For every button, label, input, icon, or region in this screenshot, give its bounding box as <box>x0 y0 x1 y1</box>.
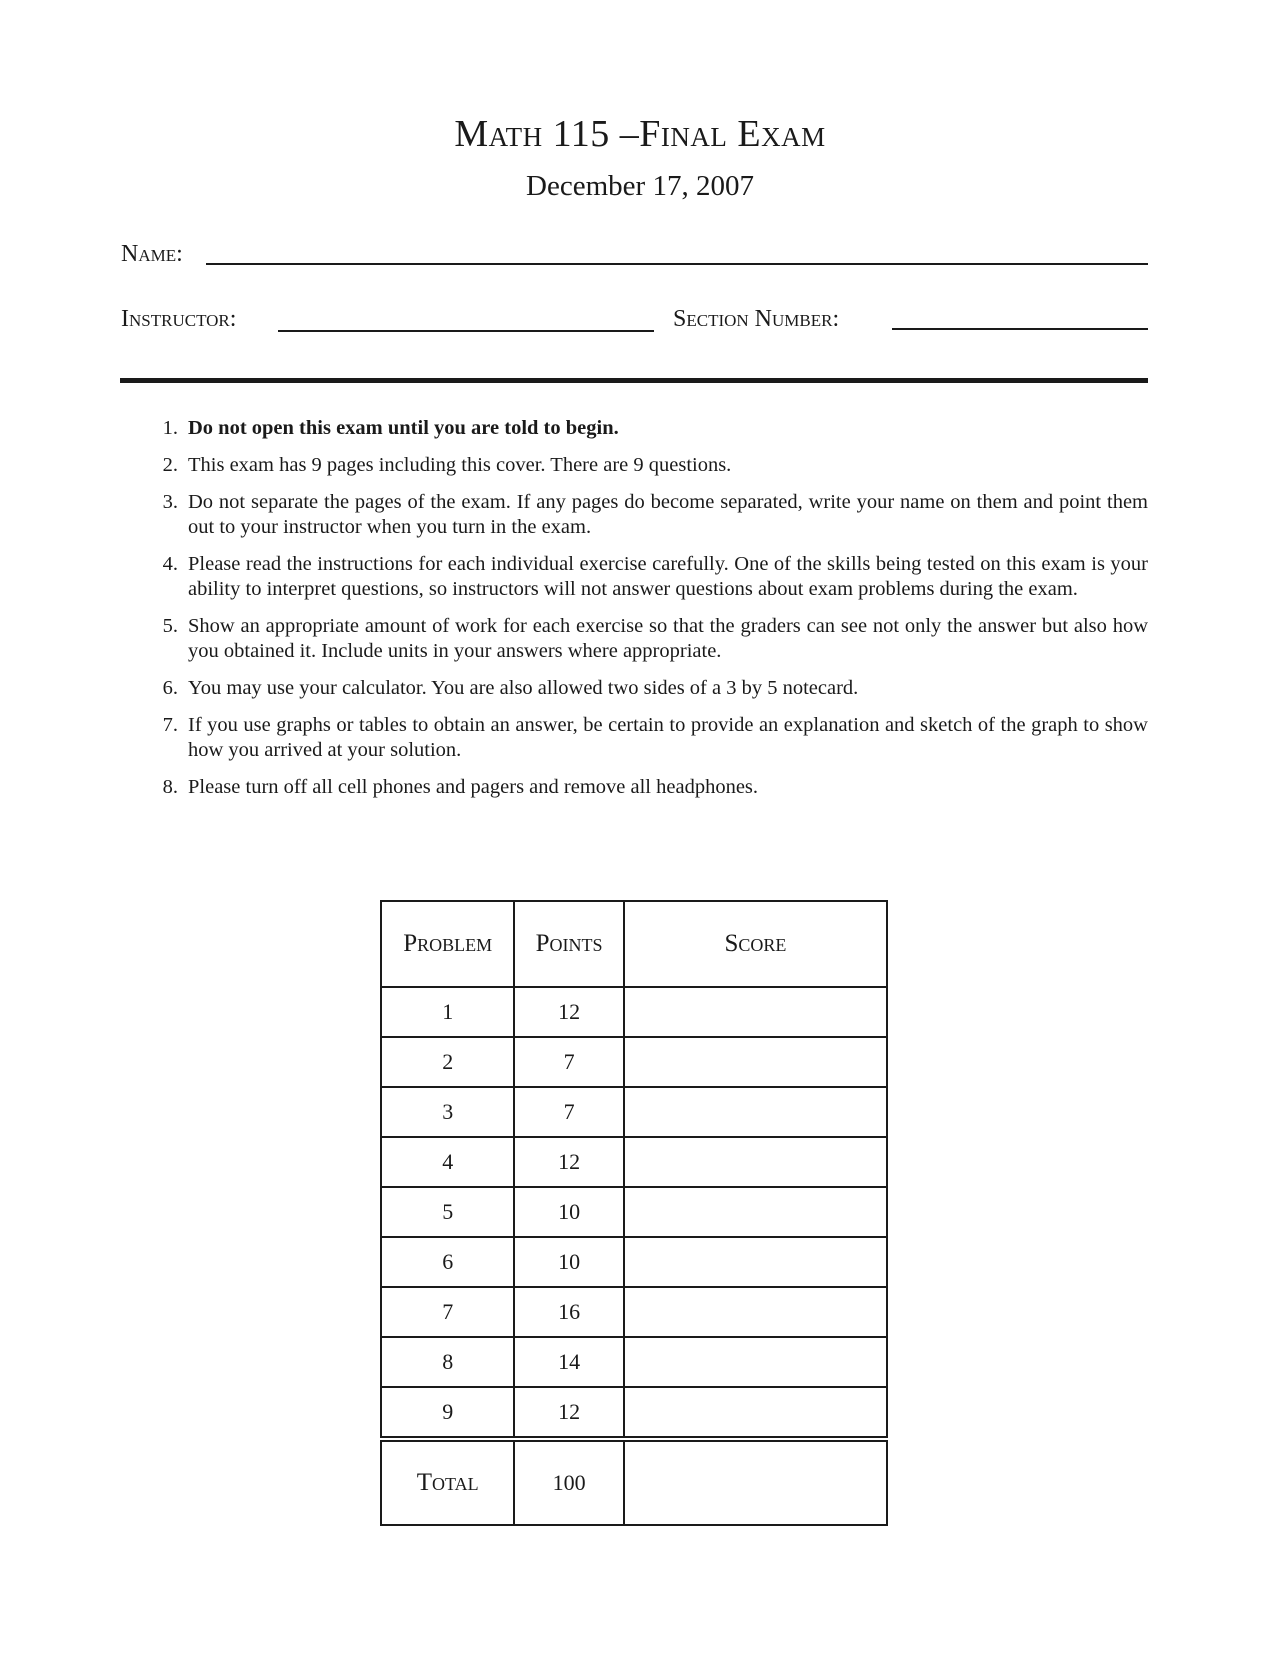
problem-cell: 7 <box>381 1287 514 1337</box>
points-cell: 16 <box>514 1287 623 1337</box>
name-field[interactable] <box>206 263 1148 265</box>
points-cell: 12 <box>514 1137 623 1187</box>
problem-cell: 5 <box>381 1187 514 1237</box>
table-row <box>381 1287 887 1337</box>
score-cell[interactable] <box>624 987 887 1037</box>
problem-cell: 8 <box>381 1337 514 1387</box>
header-divider <box>120 378 1148 383</box>
table-row <box>381 1137 887 1187</box>
score-table <box>380 900 888 1526</box>
exam-date: December 17, 2007 <box>526 170 754 202</box>
instruction-text: Show an appropriate amount of work for each exercise so that the graders can see not only the answer but also how you obtained it. Include units in your answers where appropriate. <box>188 615 1148 662</box>
instruction-text: Do not separate the pages of the exam. If any pages do become separated, write your name on them and point them out to your instructor when you turn in the exam. <box>188 491 1148 538</box>
problem-cell: 1 <box>381 987 514 1037</box>
total-row <box>381 1439 887 1525</box>
instruction-item <box>140 490 1148 540</box>
score-cell[interactable] <box>624 1187 887 1237</box>
instructions-list <box>140 416 1148 812</box>
points-cell: 10 <box>514 1187 623 1237</box>
instruction-text: Please turn off all cell phones and pagers and remove all headphones. <box>188 776 759 798</box>
problem-cell: 6 <box>381 1237 514 1287</box>
section-number-label: Section Number: <box>673 306 840 332</box>
instruction-text: Do not open this exam until you are told to begin. <box>188 417 619 439</box>
points-cell: 14 <box>514 1337 623 1387</box>
table-row <box>381 1337 887 1387</box>
instruction-number: 6. <box>162 677 178 699</box>
problem-cell: 9 <box>381 1387 514 1439</box>
instruction-item <box>140 552 1148 602</box>
section-number-field[interactable] <box>892 328 1148 330</box>
instruction-item <box>140 676 1148 701</box>
table-row <box>381 1187 887 1237</box>
table-row <box>381 1387 887 1439</box>
total-score-cell[interactable] <box>624 1439 887 1525</box>
instruction-number: 4. <box>162 553 178 575</box>
instruction-item <box>140 614 1148 664</box>
problem-cell: 4 <box>381 1137 514 1187</box>
instruction-number: 8. <box>162 776 178 798</box>
name-label: Name: <box>121 241 183 267</box>
problem-cell: 3 <box>381 1087 514 1137</box>
instruction-text: Please read the instructions for each individual exercise carefully. One of the skills being tested on this exam is your ability to interpret questions, so instructors will not answer questions about exam problems during the exam. <box>188 553 1148 600</box>
score-column-header: Score <box>624 901 887 987</box>
instruction-number: 1. <box>162 417 178 439</box>
points-cell: 10 <box>514 1237 623 1287</box>
problem-column-header: Problem <box>381 901 514 987</box>
score-cell[interactable] <box>624 1387 887 1439</box>
total-points: 100 <box>514 1439 623 1525</box>
score-cell[interactable] <box>624 1137 887 1187</box>
instruction-item <box>140 713 1148 763</box>
instruction-item <box>140 775 1148 800</box>
score-table-header-row <box>381 901 887 987</box>
table-row <box>381 1087 887 1137</box>
total-label: Total <box>381 1439 514 1525</box>
score-cell[interactable] <box>624 1337 887 1387</box>
instruction-number: 3. <box>162 491 178 513</box>
exam-title: Math 115 –Final Exam <box>454 113 826 155</box>
instruction-number: 7. <box>162 714 178 736</box>
table-row <box>381 1037 887 1087</box>
score-cell[interactable] <box>624 1037 887 1087</box>
score-cell[interactable] <box>624 1287 887 1337</box>
instruction-number: 2. <box>162 454 178 476</box>
instruction-text: You may use your calculator. You are also allowed two sides of a 3 by 5 notecard. <box>188 677 859 699</box>
instructor-label: Instructor: <box>121 306 237 332</box>
instructor-field[interactable] <box>278 330 654 332</box>
points-cell: 12 <box>514 987 623 1037</box>
points-column-header: Points <box>514 901 623 987</box>
points-cell: 7 <box>514 1037 623 1087</box>
points-cell: 12 <box>514 1387 623 1439</box>
instruction-text: If you use graphs or tables to obtain an answer, be certain to provide an explanation and sketch of the graph to show how you arrived at your solution. <box>188 714 1148 761</box>
instruction-number: 5. <box>162 615 178 637</box>
problem-cell: 2 <box>381 1037 514 1087</box>
score-cell[interactable] <box>624 1087 887 1137</box>
instruction-text: This exam has 9 pages including this cover. There are 9 questions. <box>188 454 732 476</box>
instruction-item <box>140 453 1148 478</box>
score-cell[interactable] <box>624 1237 887 1287</box>
points-cell: 7 <box>514 1087 623 1137</box>
table-row <box>381 987 887 1037</box>
table-row <box>381 1237 887 1287</box>
instruction-item <box>140 416 1148 441</box>
